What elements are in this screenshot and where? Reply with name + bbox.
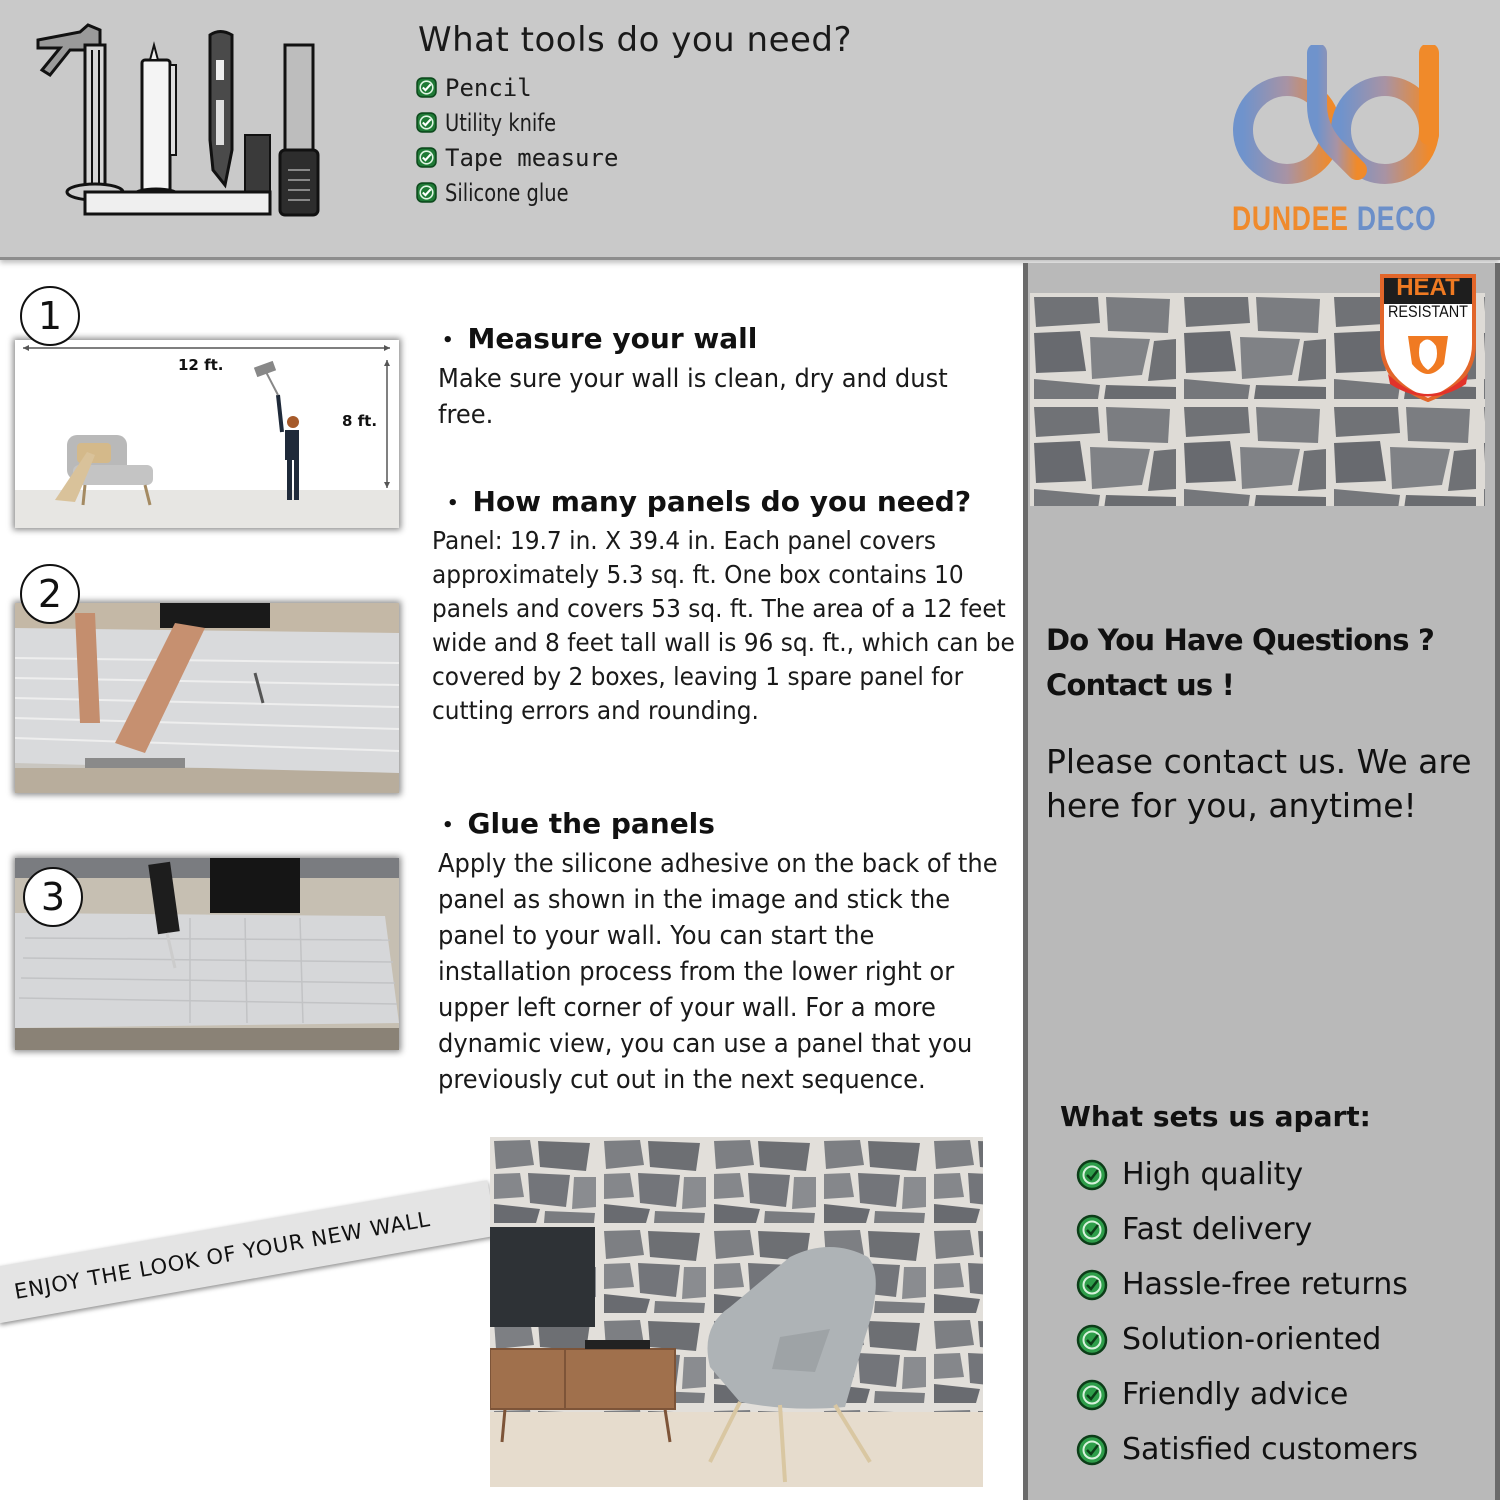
step-number-3: 3 (23, 867, 83, 927)
tool-item: Tape measure (416, 140, 618, 175)
contact-text: Please contact us. We are here for you, anytime! (1046, 742, 1472, 825)
svg-text:8 ft.: 8 ft. (342, 412, 378, 430)
check-circle-icon (1076, 1324, 1108, 1356)
enjoy-banner: ENJOY THE LOOK OF YOUR NEW WALL (0, 1180, 497, 1323)
step-3-heading: • Glue the panels (442, 807, 715, 840)
tools-title: What tools do you need? (418, 20, 853, 60)
check-circle-icon (1076, 1159, 1108, 1191)
check-circle-icon (1076, 1434, 1108, 1466)
tools-illustration-icon (30, 20, 330, 225)
check-square-icon (416, 182, 437, 203)
heat-resistant-badge: HEAT RESISTANT (1378, 274, 1478, 402)
check-circle-icon (1076, 1269, 1108, 1301)
svg-text:12 ft.: 12 ft. (178, 356, 224, 374)
step-2-heading: • How many panels do you need? (447, 485, 972, 518)
apart-item: Fast delivery (1076, 1202, 1418, 1257)
brand-name: DUNDEE DECO (1232, 200, 1437, 238)
check-circle-icon (1076, 1214, 1108, 1246)
check-square-icon (416, 147, 437, 168)
measure-wall-illustration-icon (15, 340, 399, 528)
check-square-icon (416, 112, 437, 133)
apart-item: Solution-oriented (1076, 1312, 1418, 1367)
check-square-icon (416, 77, 437, 98)
step-1-heading: • Measure your wall (442, 322, 758, 355)
tool-item: Utility knife (416, 105, 618, 140)
step-1-body: Make sure your wall is clean, dry and dust free. (438, 364, 948, 430)
stone-wall-room-photo-icon (490, 1137, 983, 1487)
tools-list (416, 70, 618, 210)
check-circle-icon (1076, 1379, 1108, 1411)
step-1-photo (15, 340, 399, 528)
apart-item: High quality (1076, 1147, 1418, 1202)
tool-item: Silicone glue (416, 175, 618, 210)
step-number-1: 1 (20, 286, 80, 346)
step-number-2: 2 (20, 564, 80, 624)
cutting-panel-photo-icon (15, 603, 399, 793)
apart-list (1076, 1147, 1418, 1477)
step-2-photo (15, 603, 399, 793)
tools-header (0, 0, 1500, 260)
questions-heading: Do You Have Questions ? Contact us ! (1046, 623, 1434, 702)
apart-item: Friendly advice (1076, 1367, 1418, 1422)
step-3-body: Apply the silicone adhesive on the back of the panel as shown in the image and stick the panel to your wall. You can start the installation process from the lower right or upper left corner of your wall. For a more dynamic view, you can use a panel that you previously cut out in the next sequence. (438, 849, 998, 1095)
apart-item: Satisfied customers (1076, 1422, 1418, 1477)
tool-item: Pencil (416, 70, 618, 105)
apart-title: What sets us apart: (1060, 1100, 1371, 1133)
room-result-photo (490, 1137, 983, 1487)
apart-item: Hassle-free returns (1076, 1257, 1418, 1312)
step-2-body: Panel: 19.7 in. X 39.4 in. Each panel covers approximately 5.3 sq. ft. One box contains 10 panels and covers 53 sq. ft. The area of a 12 feet wide and 8 feet tall wall is 96 sq. ft., which can be covered by 2 boxes, leaving 1 spare panel for cutting errors and rounding. (432, 526, 1015, 725)
